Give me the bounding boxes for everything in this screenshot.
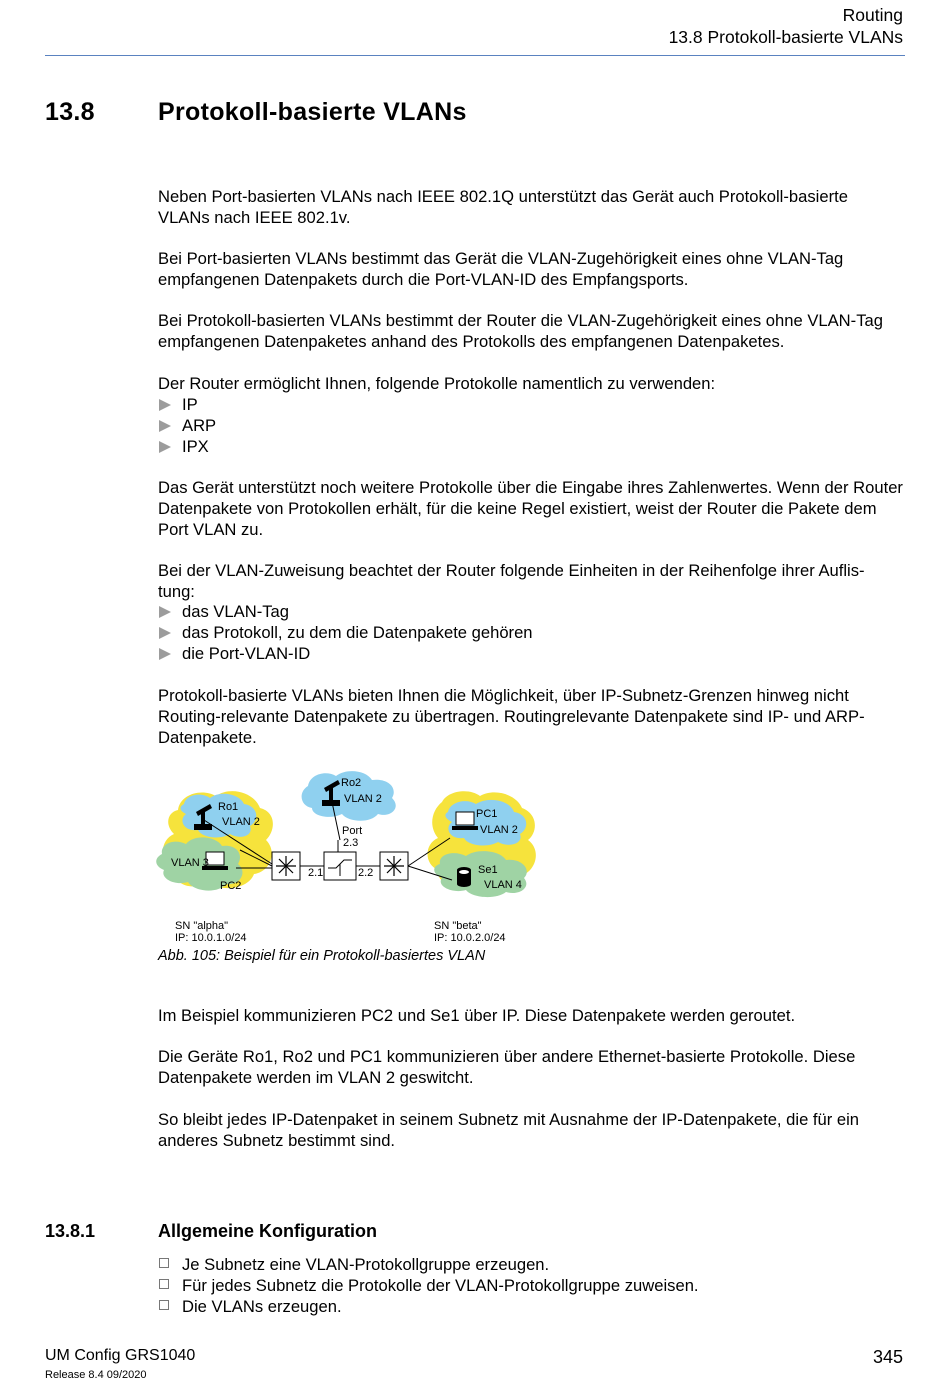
checkbox-icon bbox=[159, 1258, 169, 1268]
paragraph-benefits: Protokoll-basierte VLANs bieten Ihnen die Möglichkeit, über IP-Subnetz-Grenzen hinweg nicht Routing-relevante Datenpakete zu übertragen. Routingrelevante Datenpakete sind IP- und ARP-Datenpakete. bbox=[158, 686, 865, 747]
paragraph-example-routing: Im Beispiel kommunizieren PC2 und Se1 über IP. Diese Datenpakete werden geroutet. bbox=[158, 1006, 796, 1025]
list-item: Für jedes Subnetz die Protokolle der VLAN-Protokollgruppe zuweisen. bbox=[158, 1275, 903, 1296]
header-chapter: Routing bbox=[842, 5, 903, 25]
bullet-triangle-icon bbox=[159, 648, 171, 660]
switch-left-icon bbox=[272, 852, 300, 880]
checkbox-icon bbox=[159, 1300, 169, 1310]
section-title: Protokoll-basierte VLANs bbox=[158, 98, 467, 126]
header-divider bbox=[45, 55, 905, 56]
list-item: das Protokoll, zu dem die Datenpakete gehören bbox=[158, 622, 903, 643]
list-item: ARP bbox=[158, 415, 903, 436]
port-number-label: 2.3 bbox=[343, 837, 359, 849]
se1-server-icon bbox=[457, 867, 471, 887]
paragraph-example-switching: Die Geräte Ro1, Ro2 und PC1 kommunizieren über andere Ethernet-basierte Protokolle. Diese Datenpakete werden im VLAN 2 geswitcht. bbox=[158, 1047, 856, 1087]
pc1-computer-icon bbox=[452, 812, 478, 830]
switch-right-icon bbox=[380, 852, 408, 880]
bullet-triangle-icon bbox=[159, 627, 171, 639]
ro2-label: Ro2 bbox=[341, 777, 362, 789]
list-item: das VLAN-Tag bbox=[158, 601, 903, 622]
se1-vlan-label: VLAN 4 bbox=[484, 879, 522, 891]
order-list bbox=[158, 601, 903, 664]
figure-caption: Abb. 105: Beispiel für ein Protokoll-basiertes VLAN bbox=[158, 948, 486, 964]
port-22-label: 2.2 bbox=[358, 867, 374, 879]
paragraph-port-based: Bei Port-basierten VLANs bestimmt das Gerät die VLAN-Zugehörigkeit eines ohne VLAN-Tag empfangenen Datenpakets durch die Port-VLAN-ID des Empfangsports. bbox=[158, 249, 844, 289]
ro1-vlan-label: VLAN 2 bbox=[222, 816, 260, 828]
step-list bbox=[158, 1254, 903, 1317]
bullet-triangle-icon bbox=[159, 420, 171, 432]
page-number: 345 bbox=[872, 1347, 903, 1367]
vlan3-label: VLAN 3 bbox=[171, 857, 209, 869]
footer-document-title: UM Config GRS1040 bbox=[45, 1347, 196, 1364]
list-item: IPX bbox=[158, 436, 903, 457]
bullet-triangle-icon bbox=[159, 606, 171, 618]
pc1-label: PC1 bbox=[476, 808, 498, 820]
subnet-alpha-name: SN "alpha" bbox=[175, 920, 229, 932]
subnet-beta-ip: IP: 10.0.2.0/24 bbox=[434, 932, 506, 944]
subnet-beta-name: SN "beta" bbox=[434, 920, 482, 932]
ro1-label: Ro1 bbox=[218, 801, 239, 813]
port-label: Port bbox=[342, 825, 363, 837]
paragraph-protocols-intro: Der Router ermöglicht Ihnen, folgende Protokolle namentlich zu verwenden: bbox=[158, 374, 716, 393]
ro2-vlan-label: VLAN 2 bbox=[344, 793, 382, 805]
subsection-title: Allgemeine Konfiguration bbox=[158, 1221, 378, 1241]
pc2-label: PC2 bbox=[220, 880, 242, 892]
list-item: Die VLANs erzeugen. bbox=[158, 1296, 903, 1317]
pc1-vlan-label: VLAN 2 bbox=[480, 824, 518, 836]
list-item: die Port-VLAN-ID bbox=[158, 643, 903, 664]
subnet-alpha-ip: IP: 10.0.1.0/24 bbox=[175, 932, 247, 944]
paragraph-protocol-based: Bei Protokoll-basierten VLANs bestimmt der Router die VLAN-Zugehörigkeit eines ohne VLAN-Tag empfangenen Datenpaketes anhand des Protokolls des empfangenen Datenpaketes. bbox=[158, 311, 883, 351]
list-item: Je Subnetz eine VLAN-Protokollgruppe erzeugen. bbox=[158, 1254, 903, 1275]
checkbox-icon bbox=[159, 1279, 169, 1289]
subsection-number: 13.8.1 bbox=[45, 1221, 96, 1241]
paragraph-intro: Neben Port-basierten VLANs nach IEEE 802.1Q unterstützt das Gerät auch Protokoll-basierte VLANs nach IEEE 802.1v. bbox=[158, 187, 848, 227]
bullet-triangle-icon bbox=[159, 399, 171, 411]
paragraph-other-protocols: Das Gerät unterstützt noch weitere Protokolle über die Eingabe ihres Zahlenwertes. Wenn der Router Datenpakete von Protokollen erhält, für die keine Regel existiert, weist der Router die Pakete dem Port VLAN zu. bbox=[158, 478, 903, 539]
footer-release: Release 8.4 09/2020 bbox=[45, 1369, 147, 1381]
bullet-triangle-icon bbox=[159, 441, 171, 453]
se1-label: Se1 bbox=[478, 864, 498, 876]
section-number: 13.8 bbox=[45, 98, 95, 126]
header-section: 13.8 Protokoll-basierte VLANs bbox=[668, 27, 903, 47]
paragraph-subnet-rule: So bleibt jedes IP-Datenpaket in seinem Subnetz mit Ausnahme der IP-Datenpakete, die für ein anderes Subnetz bestimmt sind. bbox=[158, 1110, 860, 1150]
list-item: IP bbox=[158, 394, 903, 415]
paragraph-assignment-order: Bei der VLAN-Zuweisung beachtet der Router folgende Einheiten in der Reihenfolge ihrer Auflis- tung: bbox=[158, 561, 865, 601]
port-21-label: 2.1 bbox=[308, 867, 324, 879]
vlan-network-diagram bbox=[150, 768, 550, 946]
protocol-list bbox=[158, 394, 903, 457]
router-icon bbox=[324, 852, 356, 880]
